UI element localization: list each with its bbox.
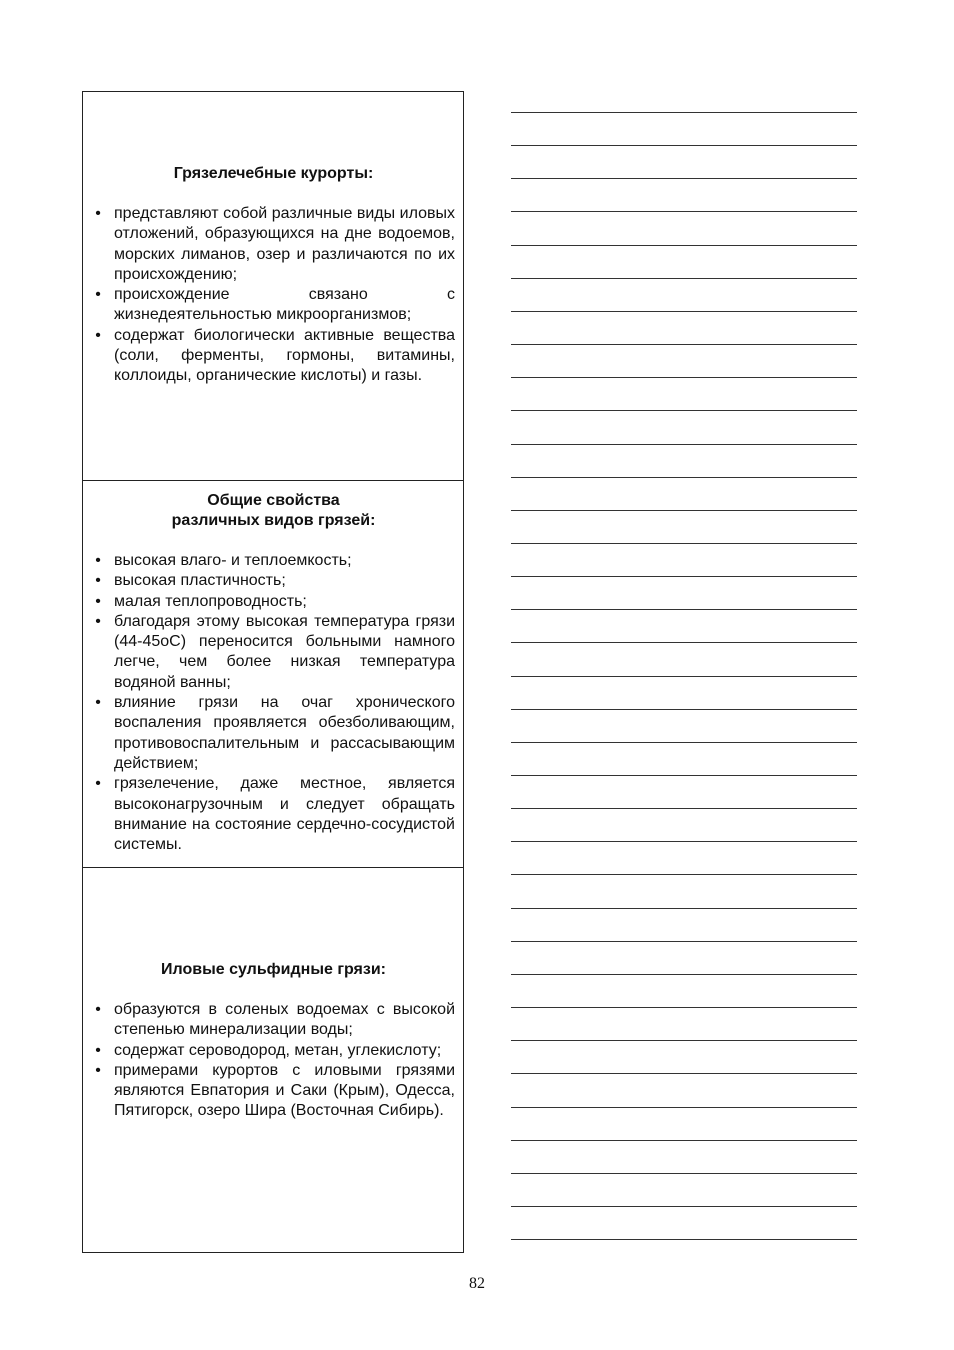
note-line [511, 974, 857, 975]
bullet-icon: • [95, 326, 101, 344]
list-item-text: образуются в соленых водоемах с высокой степенью минерализации воды; [114, 1001, 455, 1039]
list-item [92, 1061, 455, 1122]
list-item [92, 285, 455, 326]
bullet-icon: • [95, 694, 101, 712]
note-line [511, 444, 857, 445]
content-column [82, 91, 464, 1253]
list-item [92, 612, 455, 693]
list-item [92, 204, 455, 285]
note-line [511, 941, 857, 942]
list-item-text: высокая влаго- и теплоемкость; [114, 552, 352, 569]
heading-line: Общие свойства [207, 492, 340, 509]
note-line [511, 1173, 857, 1174]
note-line [511, 1206, 857, 1207]
list-item [92, 551, 455, 571]
note-line [511, 1073, 857, 1074]
page-number: 82 [469, 1275, 485, 1292]
list-item-text: представляют собой различные виды иловых отложений, образующихся на дне водоемов, морских лиманов, озер и различаются по их происхождению; [114, 205, 455, 283]
list-item [92, 592, 455, 612]
note-line [511, 874, 857, 875]
note-line [511, 477, 857, 478]
note-line [511, 211, 857, 212]
note-line [511, 1239, 857, 1240]
bullet-icon: • [95, 286, 101, 304]
note-line [511, 112, 857, 113]
list-item-text: грязелечение, даже местное, является высоконагрузочным и следует обращать внимание на состояние сердечно-сосудистой системы. [114, 775, 455, 854]
section-heading [92, 960, 455, 980]
list-item-text: влияние грязи на очаг хронического воспаления проявляется обезболивающим, противовоспалительным и рассасывающим действием; [114, 694, 455, 772]
note-line [511, 178, 857, 179]
note-line [511, 742, 857, 743]
list-item-text: содержат биологически активные вещества (соли, ферменты, гормоны, витамины, коллоиды, органические кислоты) и газы. [114, 326, 455, 385]
note-line [511, 278, 857, 279]
list-item [92, 1000, 455, 1041]
note-line [511, 410, 857, 411]
note-line [511, 1007, 857, 1008]
note-line [511, 841, 857, 842]
note-line [511, 609, 857, 610]
note-line [511, 709, 857, 710]
section-mud-resorts [83, 92, 463, 480]
list-item-text: содержат сероводород, метан, углекислоту; [114, 1041, 442, 1059]
section-heading [92, 164, 455, 184]
bullet-icon: • [95, 1041, 101, 1059]
list-item [92, 774, 455, 855]
list-item-text: благодаря этому высокая температура грязи (44-45оС) переносится больными намного легче, чем более низкая температура водяной ванны; [114, 612, 455, 691]
section-general-properties [83, 480, 463, 867]
note-line [511, 676, 857, 677]
list-item [92, 326, 455, 387]
note-line [511, 1040, 857, 1041]
heading-line: различных видов грязей: [171, 512, 376, 529]
bullet-list [92, 551, 455, 855]
bullet-list [92, 1000, 455, 1122]
bullet-icon: • [95, 1061, 101, 1079]
note-line [511, 245, 857, 246]
bullet-icon: • [95, 592, 101, 610]
list-item [92, 1041, 455, 1061]
heading-line: Иловые сульфидные грязи: [161, 961, 386, 978]
bullet-icon: • [95, 572, 101, 590]
section-heading [92, 491, 455, 531]
note-line [511, 377, 857, 378]
note-line [511, 145, 857, 146]
bullet-icon: • [95, 552, 101, 569]
heading-line: Грязелечебные курорты: [173, 165, 374, 182]
note-line [511, 1140, 857, 1141]
section-silt-sulfide-muds [83, 867, 463, 1253]
note-lines-area [511, 0, 857, 1250]
bullet-list [92, 204, 455, 387]
bullet-icon: • [95, 1001, 101, 1018]
note-line [511, 808, 857, 809]
note-line [511, 543, 857, 544]
bullet-icon: • [95, 205, 101, 222]
bullet-icon: • [95, 775, 101, 793]
note-line [511, 775, 857, 776]
list-item-text: примерами курортов с иловыми грязями являются Евпатория и Саки (Крым), Одесса, Пятигорск, озеро Шира (Восточная Сибирь). [114, 1061, 455, 1120]
list-item-text: происхождение связано с жизнедеятельностью микроорганизмов; [114, 286, 455, 324]
note-line [511, 311, 857, 312]
bullet-icon: • [95, 612, 101, 630]
note-line [511, 344, 857, 345]
list-item-text: высокая пластичность; [114, 572, 286, 590]
note-line [511, 642, 857, 643]
note-line [511, 510, 857, 511]
note-line [511, 576, 857, 577]
list-item [92, 693, 455, 774]
note-line [511, 908, 857, 909]
note-line [511, 1107, 857, 1108]
list-item-text: малая теплопроводность; [114, 592, 307, 610]
list-item [92, 571, 455, 591]
